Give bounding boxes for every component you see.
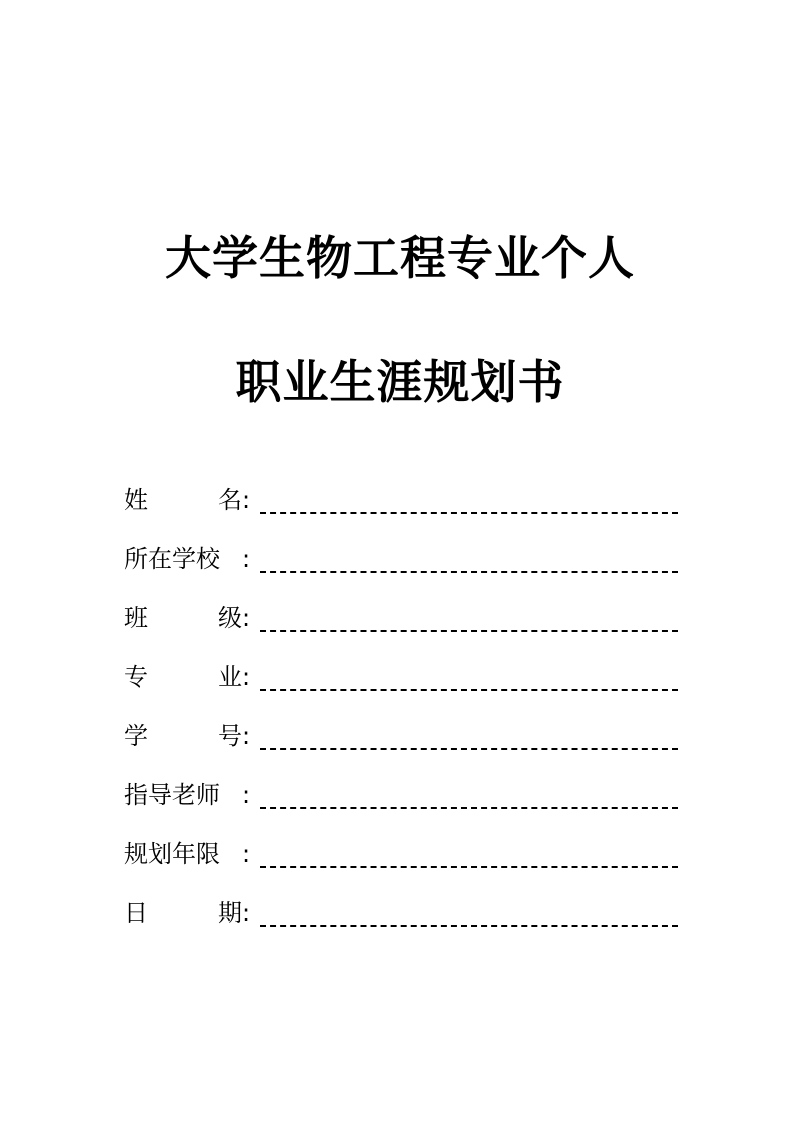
field-label-part: 业: [218, 662, 242, 691]
major-blank-line[interactable]: [260, 657, 678, 697]
field-label: [124, 716, 242, 756]
field-name: [124, 470, 684, 529]
field-colon: :: [242, 839, 251, 868]
field-colon: :: [242, 662, 251, 691]
school-blank-line[interactable]: [260, 539, 678, 579]
document-title-line-2: 职业生涯规划书: [235, 355, 565, 409]
field-colon: :: [242, 898, 251, 927]
field-label-part: 指导老师: [124, 780, 220, 809]
field-label: [124, 775, 242, 815]
advisor-blank-line[interactable]: [260, 775, 678, 815]
field-label-part: 号: [218, 721, 242, 750]
field-label-part: 班: [124, 603, 148, 632]
field-colon: :: [242, 780, 251, 809]
field-advisor: [124, 765, 684, 824]
field-label-part: 姓: [124, 485, 148, 514]
field-label-part: 日: [124, 898, 148, 927]
field-label: [124, 539, 242, 579]
field-label: [124, 480, 242, 520]
document-title-line-1: 大学生物工程专业个人: [165, 231, 635, 285]
field-label-part: 学: [124, 721, 148, 750]
field-label: [124, 834, 242, 874]
field-plan-period: [124, 824, 684, 883]
field-colon: :: [242, 603, 251, 632]
field-colon: :: [242, 485, 251, 514]
field-class: [124, 588, 684, 647]
field-school: [124, 529, 684, 588]
class-blank-line[interactable]: [260, 598, 678, 638]
cover-info-form: [124, 470, 684, 942]
name-blank-line[interactable]: [260, 480, 678, 520]
student-id-blank-line[interactable]: [260, 716, 678, 756]
field-label-part: 期: [218, 898, 242, 927]
field-label: [124, 893, 242, 933]
field-label-part: 所在学校: [124, 544, 220, 573]
field-student-id: [124, 706, 684, 765]
field-label: [124, 657, 242, 697]
date-blank-line[interactable]: [260, 893, 678, 933]
field-major: [124, 647, 684, 706]
field-label-part: 专: [124, 662, 148, 691]
field-colon: :: [242, 544, 251, 573]
field-colon: :: [242, 721, 251, 750]
plan-period-blank-line[interactable]: [260, 834, 678, 874]
field-label-part: 规划年限: [124, 839, 220, 868]
field-label-part: 级: [218, 603, 242, 632]
field-date: [124, 883, 684, 942]
field-label-part: 名: [218, 485, 242, 514]
field-label: [124, 598, 242, 638]
